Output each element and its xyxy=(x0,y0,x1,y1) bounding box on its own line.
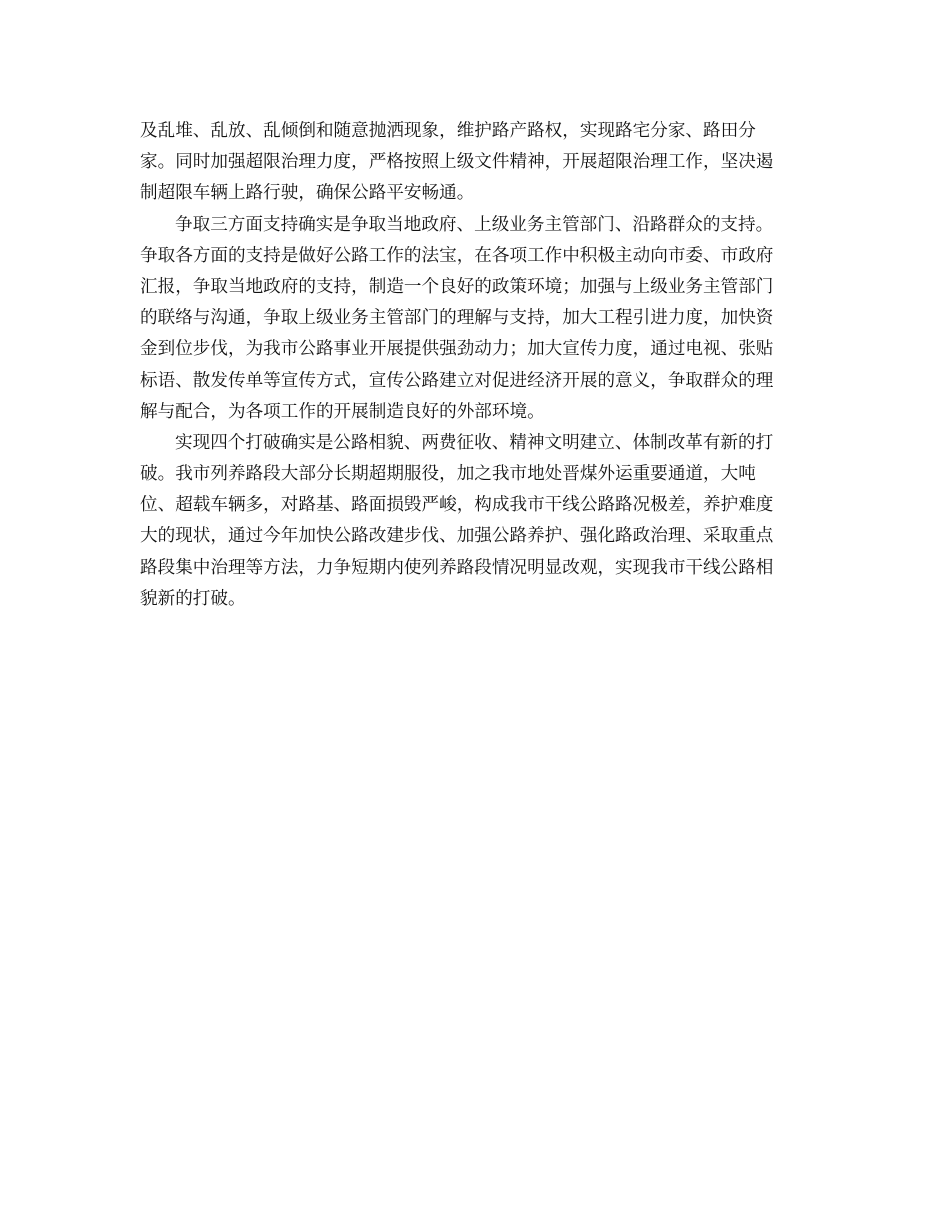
text-line: 大的现状，通过今年加快公路改建步伐、加强公路养护、强化路政治理、采取重点 xyxy=(140,526,774,547)
text-line: 破。我市列养路段大部分长期超期服役，加之我市地处晋煤外运重要通道，大吨 xyxy=(140,464,756,485)
text-line: 争取三方面支持确实是争取当地政府、上级业务主管部门、沿路群众的支持。 xyxy=(175,214,774,235)
text-line: 标语、散发传单等宣传方式，宣传公路建立对促进经济开展的意义，争取群众的理 xyxy=(140,370,774,391)
text-line: 实现四个打破确实是公路相貌、两费征收、精神文明建立、体制改革有新的打 xyxy=(175,432,774,453)
text-line: 及乱堆、乱放、乱倾倒和随意抛洒现象，维护路产路权，实现路宅分家、路田分 xyxy=(140,121,756,141)
text-line: 解与配合，为各项工作的开展制造良好的外部环境。 xyxy=(140,401,545,422)
text-line: 路段集中治理等方法，力争短期内使列养路段情况明显改观，实现我市干线公路相 xyxy=(140,557,774,578)
text-line: 争取各方面的支持是做好公路工作的法宝，在各项工作中积极主动向市委、市政府 xyxy=(140,245,774,266)
text-line: 制超限车辆上路行驶，确保公路平安畅通。 xyxy=(140,183,475,204)
text-line: 位、超载车辆多，对路基、路面损毁严峻，构成我市干线公路路况极差，养护难度 xyxy=(140,495,774,516)
text-line: 的联络与沟通，争取上级业务主管部门的理解与支持，加大工程引进力度，加快资 xyxy=(140,308,774,329)
paragraph-2 xyxy=(140,210,812,428)
text-line: 金到位步伐，为我市公路事业开展提供强劲动力；加大宣传力度，通过电视、张贴 xyxy=(140,339,774,360)
text-line: 汇报，争取当地政府的支持，制造一个良好的政策环境；加强与上级业务主管部门 xyxy=(140,276,774,297)
document-body xyxy=(140,116,812,615)
paragraph-1 xyxy=(140,116,812,210)
text-line: 家。同时加强超限治理力度，严格按照上级文件精神，开展超限治理工作，坚决遏 xyxy=(140,152,774,173)
text-line: 貌新的打破。 xyxy=(140,588,246,609)
paragraph-3 xyxy=(140,428,812,615)
